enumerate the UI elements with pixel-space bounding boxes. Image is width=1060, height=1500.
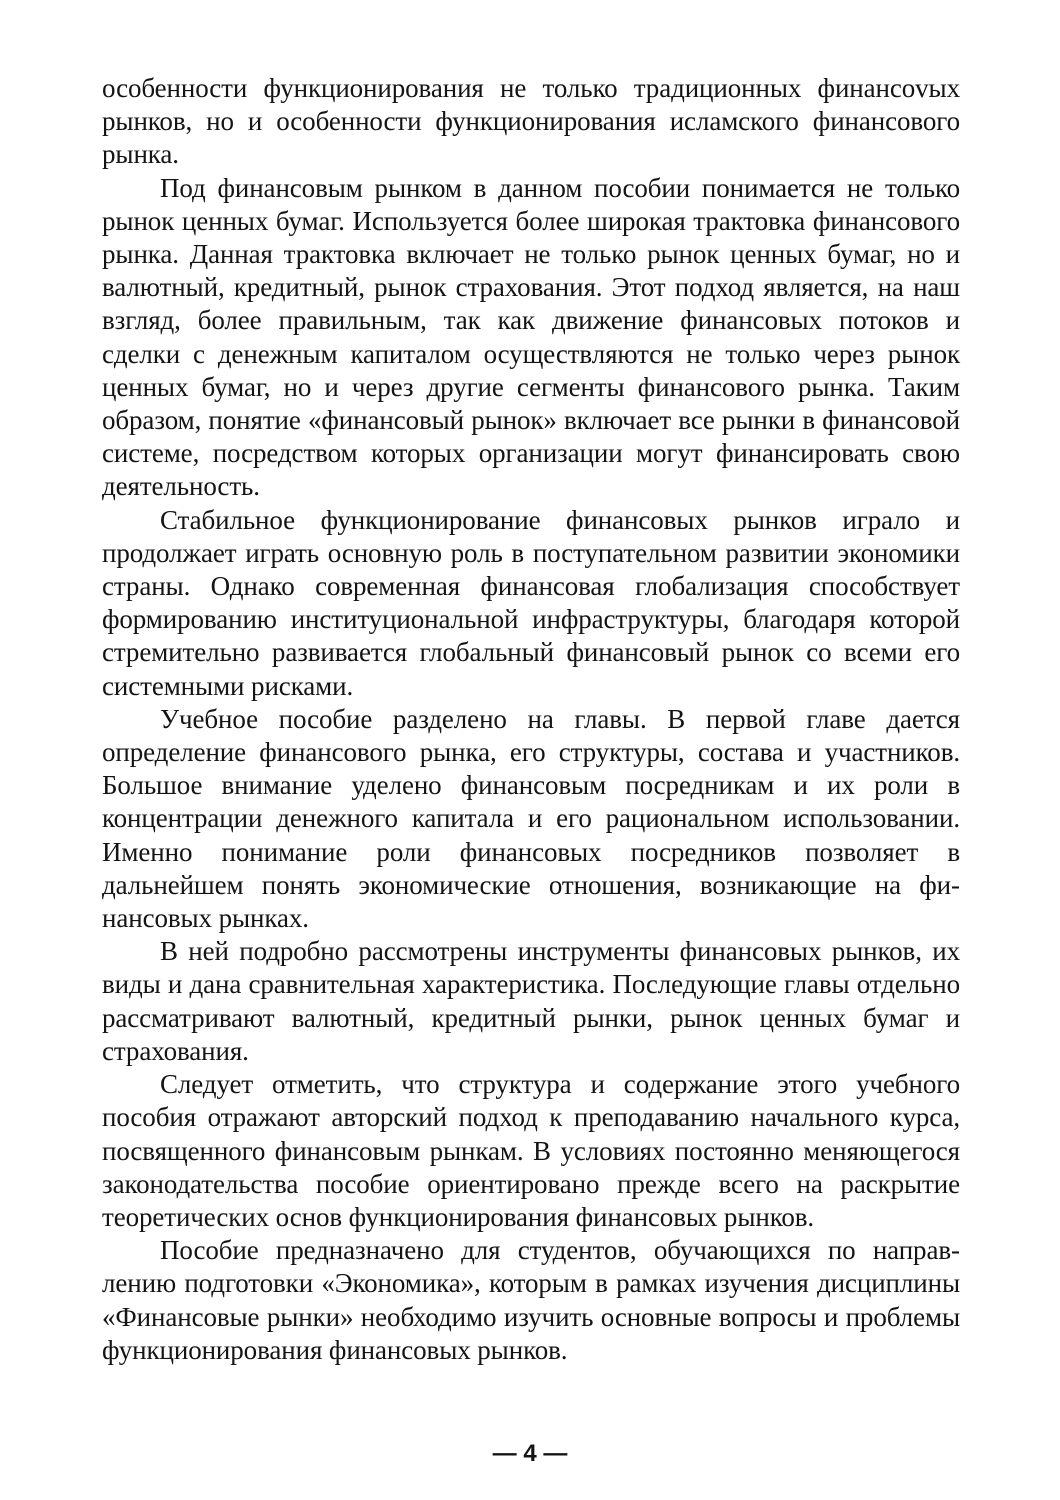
paragraph-chapters-overview: Учебное пособие разделено на главы. В первой главе дается определение финансового рынка, его структуры, состава и участников. Большое внимание уделено финансовым посредникам и их роли в концентрации денежного капитала и его рациональном использовании. Именно понимание роли финансовых посредников позволяет в дальнейшем понять экономические отношения, возникающие на финансовых рынках. <box>102 703 960 934</box>
paragraph-instruments: В ней подробно рассмотрены инструменты финансовых рынков, их виды и дана сравнительная характеристика. Последующие главы отдельно рассматривают валютный, кредитный рынки, рынок ценных бумаг и страхования. <box>102 936 960 1066</box>
paragraph-audience: Пособие предназначено для студентов, обучающихся по направлению подготовки «Экономика», которым в рамках изучения дисциплины «Финансовые рынки» необходимо изучить основные вопросы и проблемы функционирования финансовых рынков. <box>102 1235 960 1365</box>
page-number: — 4 — <box>492 1440 568 1467</box>
paragraph-author-approach: Следует отметить, что структура и содержание этого учебного пособия отражают авторский подход к преподаванию начального курса, посвященного финансовым рынкам. В условиях постоянно меняющегося законодательства пособие ориентировано прежде всего на раскрытие теоретических основ функционирования финансовых рынков. <box>102 1069 960 1232</box>
page-body <box>102 72 960 1367</box>
paragraph-continuation: особенности функционирования не только традиционных финансоvых рынков, но и особенности функционирования исламского финансового рынка. <box>102 73 960 170</box>
paragraph-stable-functioning: Стабильное функционирование финансовых рынков играло и продолжает играть основную роль в поступательном развитии экономики страны. Однако современная финансовая глобализация способствует формированию институциональной инфраструктуры, благодаря которой стремительно развивается глобальный финансовый рынок со всеми его системными рисками. <box>102 504 960 701</box>
paragraph-financial-market-definition: Под финансовым рынком в данном пособии понимается не только рынок ценных бумаг. Используется более широкая трактовка финансового рынка. Данная трактовка включает не только рынок ценных бумаг, но и валютный, кредитный, рынок страхования. Этот подход является, на наш взгляд, более правильным, так как движение финансовых потоков и сделки с денежным капиталом осуществляются не только через рынок ценных бумаг, но и через другие сегменты финансового рынка. Таким образом, понятие «финансовый рынок» включает все рынки в финансовой системе, посредством которых организации могут финансировать свою деятельность. <box>102 172 960 502</box>
